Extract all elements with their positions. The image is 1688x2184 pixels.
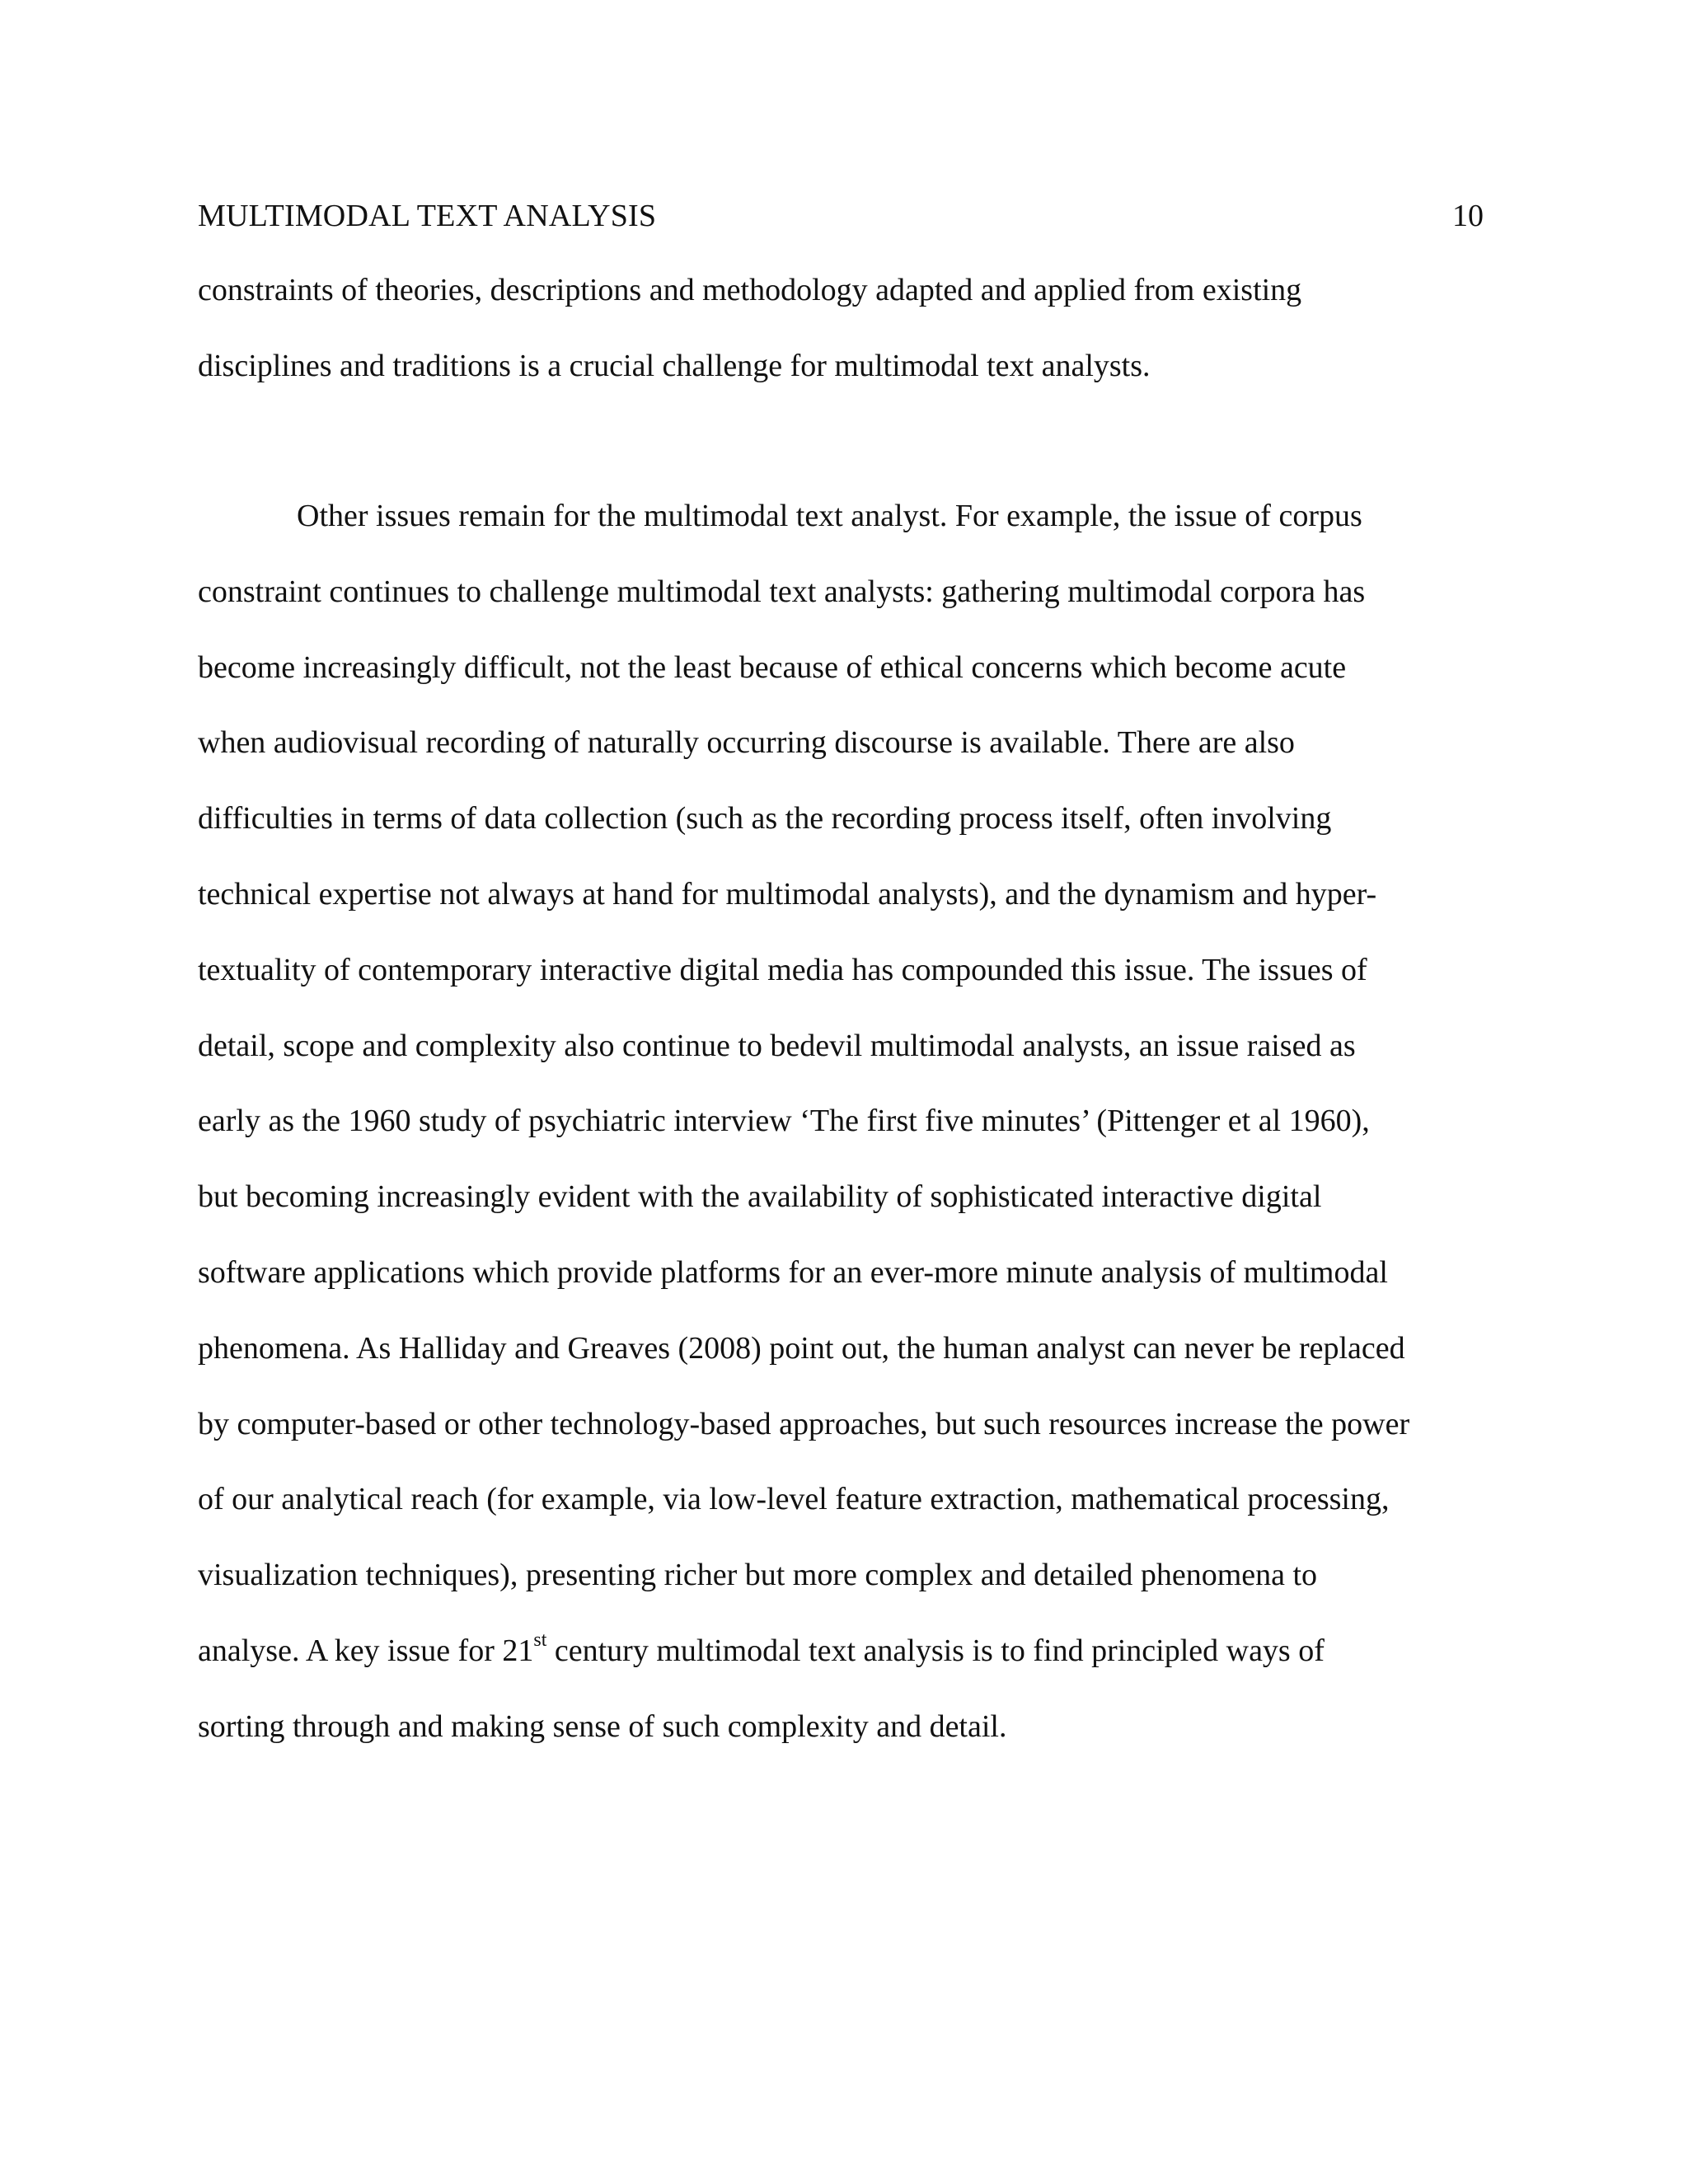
paragraph-line: by computer-based or other technology-based approaches, but such resources increase the power xyxy=(198,1406,1410,1441)
paragraph-line-with-superscript xyxy=(198,1614,1500,1690)
paragraph-line: become increasingly difficult, not the least because of ethical concerns which become acute xyxy=(198,649,1347,685)
paragraph-line: technical expertise not always at hand for multimodal analysts), and the dynamism and hyper- xyxy=(198,876,1377,912)
paragraph-line: difficulties in terms of data collection (such as the recording process itself, often involving xyxy=(198,801,1332,837)
continued-paragraph xyxy=(198,253,1500,405)
main-paragraph xyxy=(198,479,1500,1765)
paragraph-last-line: sorting through and making sense of such complexity and detail. xyxy=(198,1708,1007,1744)
paragraph-line: disciplines and traditions is a crucial challenge for multimodal text analysts. xyxy=(198,348,1151,383)
line-text-after-superscript: century multimodal text analysis is to find principled ways of xyxy=(546,1633,1325,1668)
line-text-before-superscript: analyse. A key issue for 21 xyxy=(198,1633,534,1668)
ordinal-superscript: st xyxy=(533,1629,547,1652)
paragraph-line: phenomena. As Halliday and Greaves (2008) point out, the human analyst can never be replaced xyxy=(198,1330,1405,1366)
paragraph-line: software applications which provide platforms for an ever-more minute analysis of multimodal xyxy=(198,1254,1388,1290)
paragraph-line: early as the 1960 study of psychiatric interview ‘The first five minutes’ (Pittenger et al 1960), xyxy=(198,1104,1370,1139)
paragraph-line: textuality of contemporary interactive digital media has compounded this issue. The issues of xyxy=(198,952,1367,987)
running-head: MULTIMODAL TEXT ANALYSIS xyxy=(198,199,657,233)
page-number: 10 xyxy=(1452,199,1484,233)
paragraph-line: when audiovisual recording of naturally occurring discourse is available. There are also xyxy=(198,725,1295,761)
paragraph-line: of our analytical reach (for example, via low-level feature extraction, mathematical processing, xyxy=(198,1482,1390,1517)
paragraph-first-line: Other issues remain for the multimodal text analyst. For example, the issue of corpus xyxy=(297,499,1362,533)
paragraph-line: constraints of theories, descriptions and methodology adapted and applied from existing xyxy=(198,273,1302,307)
paragraph-line: but becoming increasingly evident with the availability of sophisticated interactive digital xyxy=(198,1179,1322,1215)
paragraph-line: visualization techniques), presenting richer but more complex and detailed phenomena to xyxy=(198,1558,1318,1593)
page-header xyxy=(198,194,1484,237)
paragraph-line: constraint continues to challenge multimodal text analysts: gathering multimodal corpora has xyxy=(198,574,1366,609)
paragraph-line: detail, scope and complexity also continue to bedevil multimodal analysts, an issue raised as xyxy=(198,1028,1356,1063)
